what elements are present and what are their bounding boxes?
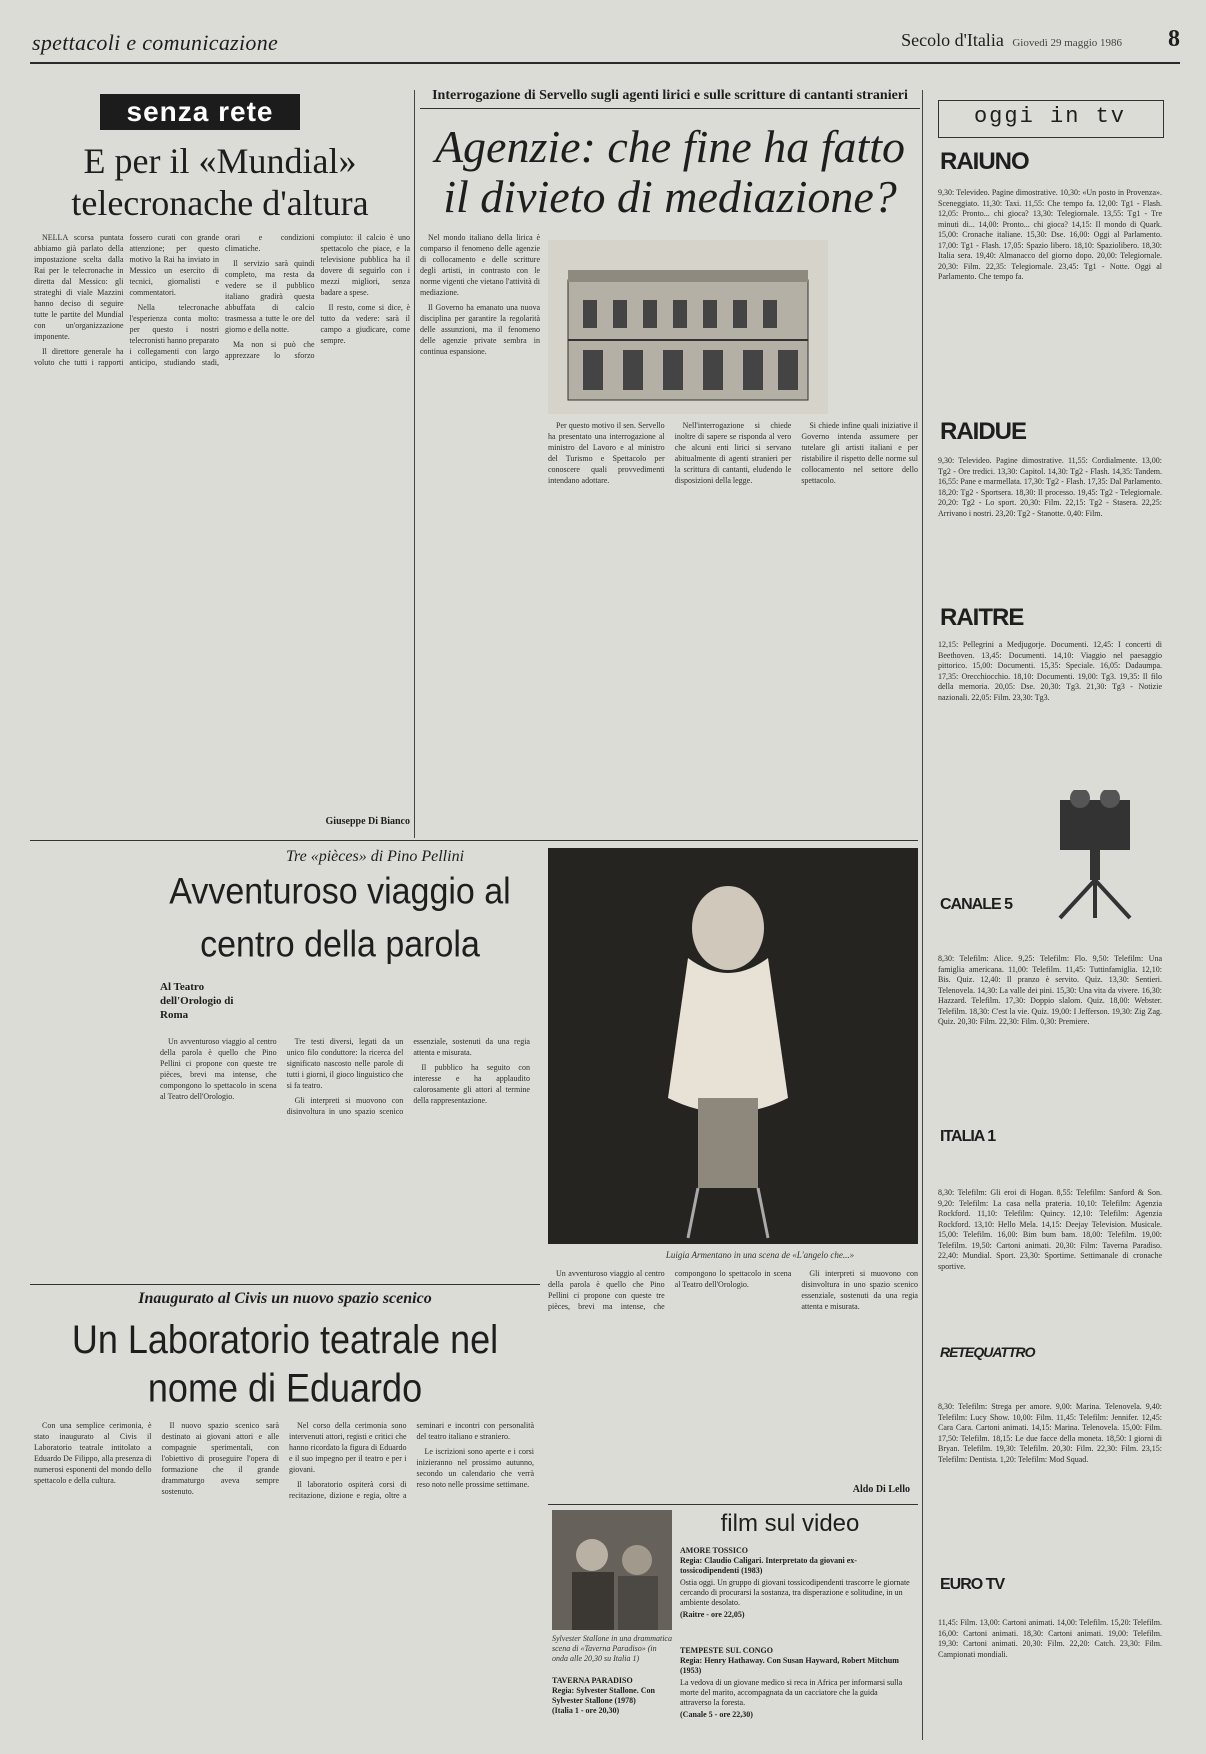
senza-rete-title: E per il «Mundial» telecronache d'altura — [71, 141, 369, 223]
laboratorio-p3: Nel corso della cerimonia sono intervenuti attori, registi e critici che hanno ricordato la figura di Eduardo e il suo impegno per il teatro e per i giovani. — [289, 1421, 407, 1474]
senza-rete-p5: Ma non si può che apprezzare lo sforzo compiuto: il calcio è uno spettacolo che piace, e la televisione pubblica ha il dovere di seguirlo con i mezzi migliori, senza badare a spese. — [225, 233, 410, 360]
stallone-scene-image — [552, 1510, 672, 1630]
agenzie-kicker: Interrogazione di Servello sugli agenti lirici e sulle scritture di cantanti stranieri — [420, 88, 920, 109]
divider-1 — [414, 90, 415, 838]
agenzie-p4: Nell'interrogazione si chiede inoltre di sapere se risponda al vero che alcuni enti lirici si servano abitualmente di agenti stranieri per la scrittura di cantanti, eludendo le disposizioni della legge. — [674, 421, 792, 485]
raidue-schedule: 9,30: Televideo. Pagine dimostrative. 11,55: Cordialmente. 13,00: Tg2 - Ore tredici. 13,30: Capitol. 14,30: Tg2 - Flash. 14,35: Tandem. 16,55: Pane e marmellata. 17,30: Tg2 - Flash. 17,35: Dal Parlamento. 18,20: Tg2 - Sportsera. 18,30: Il processo. 19,45: Tg2 - Telegiornale. 20,20: Tg2 - Lo sport. 20,30: Film. 22,15: Tg2 - Stasera. 22,25: Arrivano i nostri. 23,20: Tg2 - Stanotte. 0,40: Film. — [938, 456, 1162, 518]
film-heading: film sul video — [720, 1510, 860, 1537]
divider-2 — [922, 90, 923, 1740]
camera-illustration-icon — [1040, 790, 1150, 920]
senza-rete-p1: NELLA scorsa puntata abbiamo già parlato della impostazione scelta dalla Rai per le telecronache in diretta dal Messico: gli strateghi di viale Mazzini hanno deciso di seguire tutte le partite del Mundial con un'organizzazione imponente. — [34, 233, 124, 341]
pellini-kicker: Tre «pièces» di Pino Pellini — [285, 848, 465, 865]
laboratorio-title: Un Laboratorio teatrale nel nome di Eduardo — [71, 1316, 499, 1411]
raidue-logo: RAIDUE — [940, 418, 1027, 445]
retequattro-schedule: 8,30: Telefilm: Strega per amore. 9,00: Marina. Telenovela. 9,40: Telefilm: Lucy Show. 10,00: Film. 11,45: Telefilm: Jennifer. 12,45: Cara Cara. Cartoni animati. 14,15: Marina. Telenovela. 15,00: Film. 17,50: Telefilm. 18,15: Le due facce della moneta. 18,50: I giorni di Bryan. Telefilm. 19,30: Telefilm. 20,30: Film. 22,30: Film. 23,15: Telefilm: Dentista. 1,20: Telefilm: Mod Squad. — [938, 1402, 1162, 1464]
agenzie-body — [420, 232, 540, 822]
canale5-schedule: 8,30: Telefilm: Alice. 9,25: Telefilm: Flo. 9,50: Telefilm: Una famiglia americana. 11,00: Telefilm. 11,45: Tuttinfamiglia. 12,10: Bis. Quiz. 12,40: Il pranzo è servito. Quiz. 13,30: Sentieri. Telenovela. 14,30: La valle dei pini. 15,30: Una vita da vivere. 16,30: Hazzard. Telefilm. 17,30: Doppio slalom. Quiz. 18,00: Webster. Telefilm. 18,30: C'est la vie. Quiz. 19,00: I Jefferson. 19,30: Zig Zag. Quiz. 20,30: Film. 22,30: Film. 0,30: Premiere. — [938, 954, 1162, 1026]
page-number: 8 — [1168, 26, 1180, 52]
senza-rete-p6: Il resto, come si dice, è tutto da vedere: sarà il campo a giudicare, come sempre. — [320, 303, 410, 345]
laboratorio-p4: Il laboratorio ospiterà corsi di recitazione, dizione e regia, oltre a seminari e incontri con personalità del teatro italiano e straniero. — [289, 1421, 534, 1500]
film-2 — [680, 1546, 910, 1620]
theatre-facade-illustration — [548, 240, 828, 414]
italia1-schedule: 8,30: Telefilm: Gli eroi di Hogan. 8,55: Telefilm: Sanford & Son. 9,20: Telefilm: La casa nella prateria. 10,10: Telefilm: Agenzia Rockford. 11,10: Telefilm: Quincy. 12,10: Telefilm: Agenzia Rockford. 13,10: Hello Mela. 14,15: Deejay Television. Musicale. 15,00: Telefilm. 16,00: Bim bum bam. 18,00: Telefilm. 19,00: Telefilm. 19,50: Cartoni animati. 20,30: Film: Taverna Paradiso. 22,40: Mundial. Sport. 23,30: Sportime. Settimanale di cronache sportive. — [938, 1188, 1162, 1271]
italia1-logo: ITALIA 1 — [940, 1128, 996, 1145]
header-rule — [30, 62, 1180, 64]
canale5-logo: CANALE 5 — [940, 896, 1013, 913]
newspaper-name: Secolo d'Italia — [901, 30, 1004, 50]
stallone-photo — [552, 1510, 672, 1630]
horizontal-rule-mid — [30, 840, 918, 841]
pellini-author: Aldo Di Lello — [852, 1484, 910, 1495]
pellini-p1: Un avventuroso viaggio al centro della parola è quello che Pino Pellini ci propone con queste tre pièces, brevi ma intense, che compongono lo spettacolo in scena al Teatro dell'Orologio. — [160, 1037, 277, 1101]
agenzie-p1: Nel mondo italiano della lirica è comparso il fenomeno delle agenzie di collocamento e delle scritture degli artisti, in contrasto con le norme vigenti che vietano l'attività di mediazione. — [420, 233, 540, 297]
laboratorio-body — [34, 1420, 534, 1740]
section-title: spettacoli e comunicazione — [32, 30, 279, 55]
raitre-logo: RAITRE — [940, 604, 1024, 631]
film-1-channel: (Italia 1 - ore 20,30) — [552, 1706, 620, 1715]
agenzie-p3: Per questo motivo il sen. Servello ha presentato una interrogazione al ministro del Lavoro e al ministro del Turismo e Spettacolo per conoscere quali provvedimenti intendano adottare. — [548, 421, 665, 485]
film-3 — [680, 1646, 910, 1720]
pellini-photo-caption: Luigia Armentano in una scena de «L'angelo che...» — [665, 1250, 855, 1260]
pellini-p2: Tre testi diversi, legati da un unico filo conduttore: la ricerca del significato nascosto nelle parole di tutti i giorni, il gioco linguistico che si fa teatro. — [286, 1037, 404, 1090]
laboratorio-p5: Le iscrizioni sono aperte e i corsi inizieranno nel prossimo autunno, secondo un calendario che verrà reso noto nelle prossime settimane. — [416, 1447, 534, 1489]
tv-heading: oggi in tv — [973, 104, 1127, 129]
film-3-credits: Regia: Henry Hathaway. Con Susan Hayward, Robert Mitchum (1953) — [680, 1656, 899, 1675]
film-2-title: AMORE TOSSICO — [680, 1546, 748, 1555]
pellini-title: Avventuroso viaggio al centro della parola — [169, 870, 511, 966]
laboratorio-p2: Il nuovo spazio scenico sarà destinato ai giovani attori e alle compagnie sperimentali, con l'obiettivo di proseguire l'opera di formazione che il grande drammaturgo aveva sempre sostenuto. — [161, 1421, 279, 1496]
masthead — [901, 30, 1126, 51]
senza-rete-label: senza rete — [100, 94, 300, 130]
senza-rete-author: Giuseppe Di Bianco — [325, 816, 410, 827]
laboratorio-kicker: Inaugurato al Civis un nuovo spazio scenico — [138, 1290, 432, 1307]
film-1-title: TAVERNA PARADISO — [552, 1676, 633, 1685]
senza-rete-p4: Il servizio sarà quindi completo, ma resta da vedere se il pubblico italiano gradirà questa abbuffata di calcio trasmessa a tutte le ore del giorno e della notte. — [225, 259, 315, 334]
pellini-p4: Il pubblico ha seguito con interesse e ha applaudito calorosamente gli attori al termine della rappresentazione. — [413, 1063, 530, 1105]
film-3-title: TEMPESTE SUL CONGO — [680, 1646, 773, 1655]
raiuno-logo: RAIUNO — [940, 148, 1029, 175]
raiuno-schedule: 9,30: Televideo. Pagine dimostrative. 10,30: «Un posto in Provenza». Sceneggiato. 11,30: Taxi. 11,55: Che tempo fa. 12,00: Tg1 - Flash. 12,05: Pronto... chi gioca? 13,30: Telegiornale. 13,55: Tg1 - Tre minuti di... 14,00: Pronto... chi gioca? 14,15: Il mondo di Quark. 15,00: Cronache italiane. 15,30: Dse. 16,00: Oggi al Parlamento. 17,00: Tg1 - Flash. 17,05: Spazio libero. 18,10: Spaziolibero. 18,30: Italia sera. 19,40: Almanacco del giorno dopo. 20,00: Telegiornale. 20,30: Film. 22,35: Telegiornale. 23,45: Tg1 - Notte. Oggi al Parlamento. Che tempo fa. — [938, 188, 1162, 281]
film-2-credits: Regia: Claudio Caligari. Interpretato da giovani ex-tossicodipendenti (1983) — [680, 1556, 857, 1575]
eurotv-logo: EURO TV — [940, 1576, 1005, 1593]
film-1 — [552, 1676, 672, 1716]
actress-on-stool-image — [548, 848, 918, 1244]
pellini-photo — [548, 848, 918, 1244]
theatre-photo — [548, 240, 828, 414]
pellini-venue: Al Teatro dell'Orologio di Roma — [160, 981, 234, 1021]
tv-camera-icon — [1040, 790, 1150, 920]
eurotv-schedule: 11,45: Film. 13,00: Cartoni animati. 14,00: Telefilm. 15,20: Telefilm. 16,00: Cartoni animati. 18,30: Cartoni animati. 19,00: Telefilm. 19,30: Cartoni animati. 20,30: Film. 22,20: Catch. 23,30: Film. Campionati mondiali. — [938, 1618, 1162, 1659]
film-1-credits: Regia: Sylvester Stallone. Con Sylvester Stallone (1978) — [552, 1686, 655, 1705]
agenzie-p5: Si chiede infine quali iniziative il Governo intenda assumere per tutelare gli artisti italiani e per ristabilire il rispetto delle norme sul collocamento nel settore dello spettacolo. — [801, 421, 918, 485]
pellini-p5: Un avventuroso viaggio al centro della parola è quello che Pino Pellini ci propone con queste tre pièces, brevi ma intense, che compongono lo spettacolo in scena al Teatro dell'Orologio. — [548, 1269, 792, 1311]
senza-rete-body — [34, 232, 410, 637]
agenzie-body-lower — [548, 420, 918, 822]
horizontal-rule-lab — [30, 1284, 540, 1285]
pellini-p3: Gli interpreti si muovono con disinvoltura in uno spazio scenico essenziale, sostenuti da una regia attenta e misurata. — [286, 1037, 530, 1116]
film-2-channel: (Raitre - ore 22,05) — [680, 1610, 745, 1619]
film-2-text: Ostia oggi. Un gruppo di giovani tossicodipendenti trascorre le giornate cercando di procurarsi la sostanza, tra disperazione e solitudine, in un ambiente desolato. — [680, 1578, 910, 1607]
agenzie-p2: Il Governo ha emanato una nuova disciplina per garantire la regolarità delle assunzioni, ma il fenomeno delle agenzie private sembra in continua espansione. — [420, 303, 540, 356]
pellini-body — [160, 1036, 530, 1276]
agenzie-title: Agenzie: che fine ha fatto il divieto di mediazione? — [434, 121, 906, 222]
raitre-schedule: 12,15: Pellegrini a Medjugorje. Documenti. 12,45: I concerti di Beethoven. 13,45: Documenti. 14,10: Viaggio nel paesaggio pittorico. 15,00: Documenti. 15,35: Speciale. 16,05: Dadaumpa. 17,35: Orecchiocchio. 18,10: Documenti. 19,00: Tg3. 19,35: Il filo della memoria. 20,05: Dse. 20,30: Tg3. 21,30: Tg3 - Notizie nazionali. 22,05: Film. 23,30: Tg3. — [938, 640, 1162, 702]
film-photo-caption: Sylvester Stallone in una drammatica scena di «Taverna Paradiso» (in onda alle 20,30 su Italia 1) — [552, 1634, 672, 1663]
film-3-text: La vedova di un giovane medico si reca in Africa per informarsi sulla morte del marito, accompagnata da un cacciatore che la guida attraverso la foresta. — [680, 1678, 903, 1707]
pellini-p6: Gli interpreti si muovono con disinvoltura in uno spazio scenico essenziale, sostenuti da una regia attenta e misurata. — [801, 1269, 918, 1311]
retequattro-logo: RETEQUATTRO — [940, 1344, 1035, 1360]
issue-date: Giovedì 29 maggio 1986 — [1012, 37, 1122, 49]
laboratorio-p1: Con una semplice cerimonia, è stato inaugurato al Civis il Laboratorio teatrale intitolato a Eduardo De Filippo, alla presenza di numerosi esponenti del mondo dello spettacolo e della cultura. — [34, 1421, 152, 1485]
film-3-channel: (Canale 5 - ore 22,30) — [680, 1710, 753, 1719]
senza-rete-p3: Nella telecronache l'esperienza conta molto: per questo i nostri telecronisti hanno preparato i collegamenti con largo anticipo, studiando stadi, orari e condizioni climatiche. — [129, 233, 315, 367]
pellini-body-2 — [548, 1268, 918, 1498]
senza-rete-p2: Il direttore generale ha voluto che tutti i rapporti fossero curati con grande attenzione; per questo motivo la Rai ha inviato in Messico un esercito di tecnici, giornalisti e commentatori. — [34, 233, 219, 367]
